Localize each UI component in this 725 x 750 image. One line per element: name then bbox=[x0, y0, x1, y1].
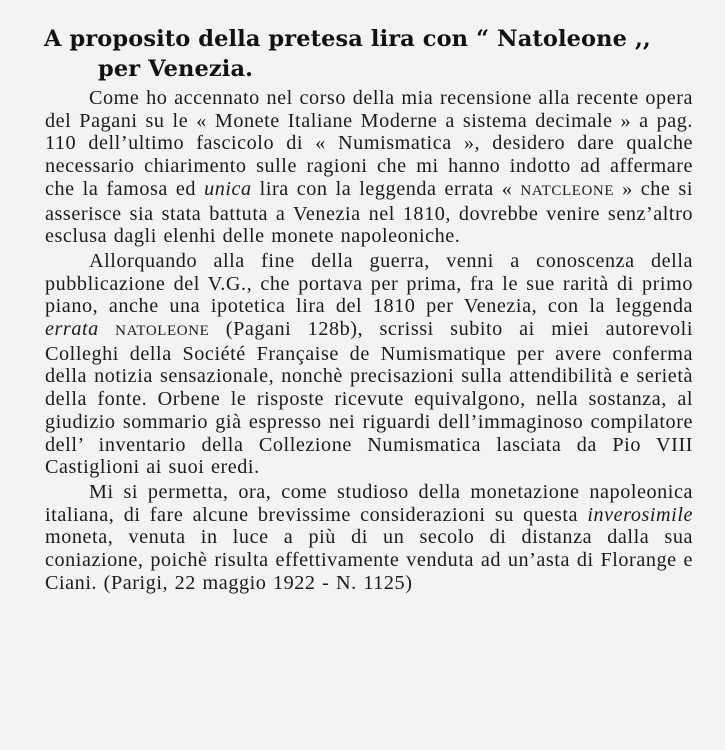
paragraph-1 bbox=[45, 87, 693, 248]
paragraph-2-text-a: Allorquando alla fine della guerra, venni a conoscenza della pubblicazione del V.G., che portava per prima, fra le sue rarità di primo piano, anche una ipotetica lira del 1810 per Venezia, con la leggenda bbox=[45, 249, 693, 318]
article-body bbox=[45, 87, 693, 594]
article-title bbox=[44, 24, 694, 84]
paragraph-3-text-b: moneta, venuta in luce a più di un secolo di distanza dalla sua coniazione, poichè risulta effettivamente venduta ad un’asta di Florange e Ciani. (Parigi, 22 maggio 1922 - N. 1125) bbox=[45, 526, 693, 594]
paragraph-2-emphasis-errata: errata bbox=[45, 318, 99, 341]
paragraph-3-text-a: Mi si permetta, ora, come studioso della monetazione napoleonica italiana, di fare alcune brevissime considerazioni su questa bbox=[45, 480, 693, 526]
paragraph-2-text-b bbox=[99, 318, 115, 340]
paragraph-1-text-a: Come ho accennato nel corso della mia recensione alla recente opera del Pagani su le « Monete Italiane Moderne a sistema decimale » a pag. 110 dell’ultimo fascicolo di « Numismatica », desidero dare qualche necessario chiarimento sulle ragioni che mi hanno indotto ad affermare che la famosa ed bbox=[45, 87, 693, 200]
paragraph-1-emphasis-unica: unica bbox=[204, 177, 252, 200]
paragraph-2-text-c: (Pagani 128b), scrissi subito ai miei autorevoli Colleghi della Société Française de Numismatique per avere conferma della notizia sensazionale, nonchè precisazioni sulla attendibilità e serietà della fonte. Orbene le risposte ricevute equivalgono, nella sostanza, al giudizio sommario già espresso nei riguardi dell’immaginoso compilatore dell’ inventario della Collezione Numismatica lasciata da Pio VIII Castiglioni ai suoi eredi. bbox=[45, 318, 693, 479]
paragraph-3-emphasis-inverosimile: inverosimile bbox=[587, 503, 693, 526]
article-title-line-1: A proposito della pretesa lira con “ Natoleone ,, bbox=[44, 26, 651, 52]
paragraph-2 bbox=[45, 250, 693, 479]
paragraph-2-legend-natoleone: NATOLEONE bbox=[115, 323, 210, 340]
article-title-line-2: per Venezia. bbox=[98, 56, 254, 82]
paragraph-1-legend-natcleone: NATCLEONE bbox=[520, 182, 615, 199]
paragraph-3 bbox=[45, 481, 693, 595]
paragraph-1-text-c: » che si asserisce sia stata battuta a Venezia nel 1810, dovrebbe venire senz’altro esclusa dagli elenhi delle monete napoleoniche. bbox=[45, 177, 693, 248]
paragraph-1-text-b: lira con la leggenda errata « bbox=[251, 177, 521, 200]
